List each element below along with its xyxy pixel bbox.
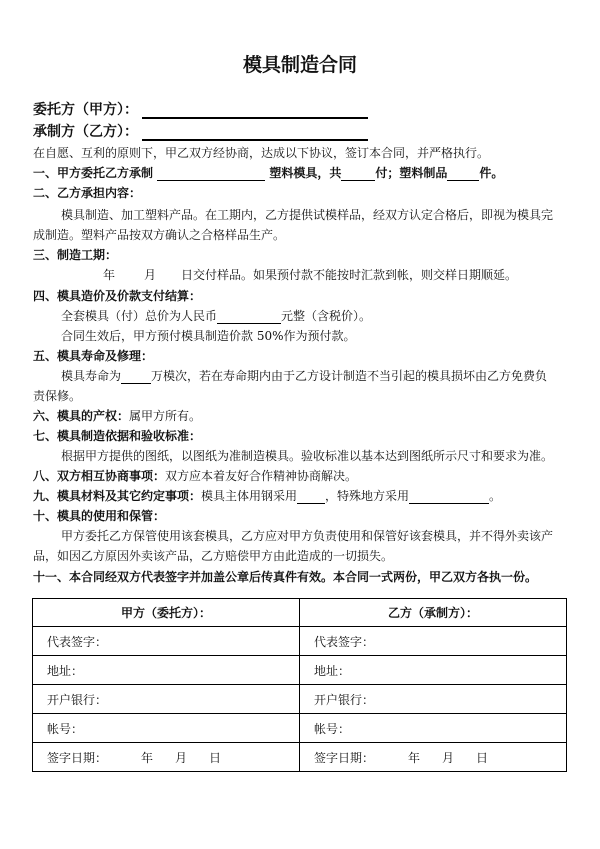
s10-heading: 十、模具的使用和保管：: [33, 509, 166, 523]
s4-heading: 四、模具造价及价款支付结算：: [33, 289, 202, 303]
s4-price-field[interactable]: [217, 310, 281, 324]
party-a-row: [33, 101, 368, 119]
s4-p1: [61, 308, 371, 324]
s5-p1b: 万模次，若在寿命期内由于乙方设计制造不当引起的模具损坏由乙方免费负: [151, 369, 548, 383]
party-b-rep[interactable]: 代表签字：: [300, 627, 567, 656]
s2-heading: 二、乙方承担内容：: [33, 186, 142, 200]
s3-heading: 三、制造工期：: [33, 248, 118, 262]
party-b-account[interactable]: 帐号：: [300, 714, 567, 743]
s7-heading: 七、模具制造依据和验收标准：: [33, 429, 202, 443]
date-label: 签字日期：: [314, 750, 375, 765]
s11-text: 十一、本合同经双方代表签字并加盖公章后传真件有效。本合同一式两份，甲乙双方各执一份。: [33, 570, 538, 584]
party-a-header: 甲方（委托方）：: [33, 599, 300, 627]
s1-count-field[interactable]: [341, 167, 375, 181]
s8-heading: 八、双方相互协商事项：: [33, 469, 166, 483]
party-b-field[interactable]: [142, 124, 368, 141]
party-a-addr[interactable]: 地址：: [33, 656, 300, 685]
s7-p1: 根据甲方提供的图纸，以图纸为准制造模具。验收标准以基本达到图纸所示尺寸和要求为准。: [61, 449, 554, 463]
date-month: 月: [442, 750, 455, 765]
date-day: 日: [476, 750, 489, 765]
party-b-date[interactable]: [300, 743, 567, 772]
s3-month: 月: [144, 268, 157, 282]
party-a-field[interactable]: [142, 102, 368, 119]
s3-year: 年: [103, 268, 116, 282]
date-month: 月: [175, 750, 188, 765]
s2-p2: 成制造。塑料产品按双方确认之合格样品生产。: [33, 228, 286, 242]
s2-p1: 模具制造、加工塑料产品。在工期内，乙方提供试模样品，经双方认定合格后，即视为模具完: [61, 208, 554, 222]
section-9: [33, 488, 501, 504]
s5-life-field[interactable]: [121, 370, 151, 384]
s4-p1b: 元整（含税价）。: [281, 309, 372, 323]
party-a-rep[interactable]: 代表签字：: [33, 627, 300, 656]
signature-table: [32, 598, 567, 772]
date-day: 日: [209, 750, 222, 765]
s1-product-field[interactable]: [447, 167, 479, 181]
party-a-date[interactable]: [33, 743, 300, 772]
s1-b: 塑料模具，共: [269, 166, 342, 180]
s8-text: 双方应本着友好合作精神协商解决。: [165, 469, 358, 483]
s10-p2: 品，如因乙方原因外卖该产品，乙方赔偿甲方由此造成的一切损失。: [33, 549, 394, 563]
section-8: [33, 468, 357, 484]
date-year: 年: [408, 750, 421, 765]
party-b-addr[interactable]: 地址：: [300, 656, 567, 685]
date-year: 年: [141, 750, 154, 765]
s6-heading: 六、模具的产权：: [33, 409, 130, 423]
s9-special-field[interactable]: [409, 490, 489, 504]
s1-a: 一、甲方委托乙方承制: [33, 166, 154, 180]
party-b-bank[interactable]: 开户银行：: [300, 685, 567, 714]
s1-d: 件。: [479, 166, 504, 180]
s5-p1: [61, 368, 547, 384]
s1-c: 付；塑料制品: [375, 166, 448, 180]
s5-heading: 五、模具寿命及修理：: [33, 349, 154, 363]
section-1: [33, 165, 503, 181]
s4-p1a: 全套模具（付）总价为人民币: [61, 309, 218, 323]
intro-text: 在自愿、互利的原则下，甲乙双方经协商，达成以下协议，签订本合同，并严格执行。: [33, 146, 490, 160]
section-6: [33, 408, 201, 424]
date-label: 签字日期：: [47, 750, 108, 765]
party-a-bank[interactable]: 开户银行：: [33, 685, 300, 714]
s9-b: ，特殊地方采用: [325, 489, 410, 503]
s9-c: 。: [489, 489, 502, 503]
s4-p2: 合同生效后，甲方预付模具制造价款 50%作为预付款。: [61, 329, 356, 343]
s9-a: 模具主体用钢采用: [201, 489, 298, 503]
s10-p1: 甲方委托乙方保管使用该套模具，乙方应对甲方负责使用和保管好该套模具，并不得外卖该产: [61, 529, 554, 543]
s3-rest: 日交付样品。如果预付款不能按时汇款到帐，则交样日期顺延。: [181, 268, 518, 282]
s6-text: 属甲方所有。: [129, 409, 202, 423]
party-a-account[interactable]: 帐号：: [33, 714, 300, 743]
party-b-row: [33, 123, 368, 141]
party-b-header: 乙方（承制方）：: [300, 599, 567, 627]
party-a-label: 委托方（甲方）：: [33, 102, 138, 118]
s5-p2: 责保修。: [33, 389, 82, 403]
s5-p1a: 模具寿命为: [61, 369, 122, 383]
s9-steel-field[interactable]: [297, 490, 325, 504]
document-title: 模具制造合同: [242, 54, 357, 76]
s1-mold-field[interactable]: [157, 167, 265, 181]
party-b-label: 承制方（乙方）：: [33, 124, 138, 140]
s9-heading: 九、模具材料及其它约定事项：: [33, 489, 202, 503]
